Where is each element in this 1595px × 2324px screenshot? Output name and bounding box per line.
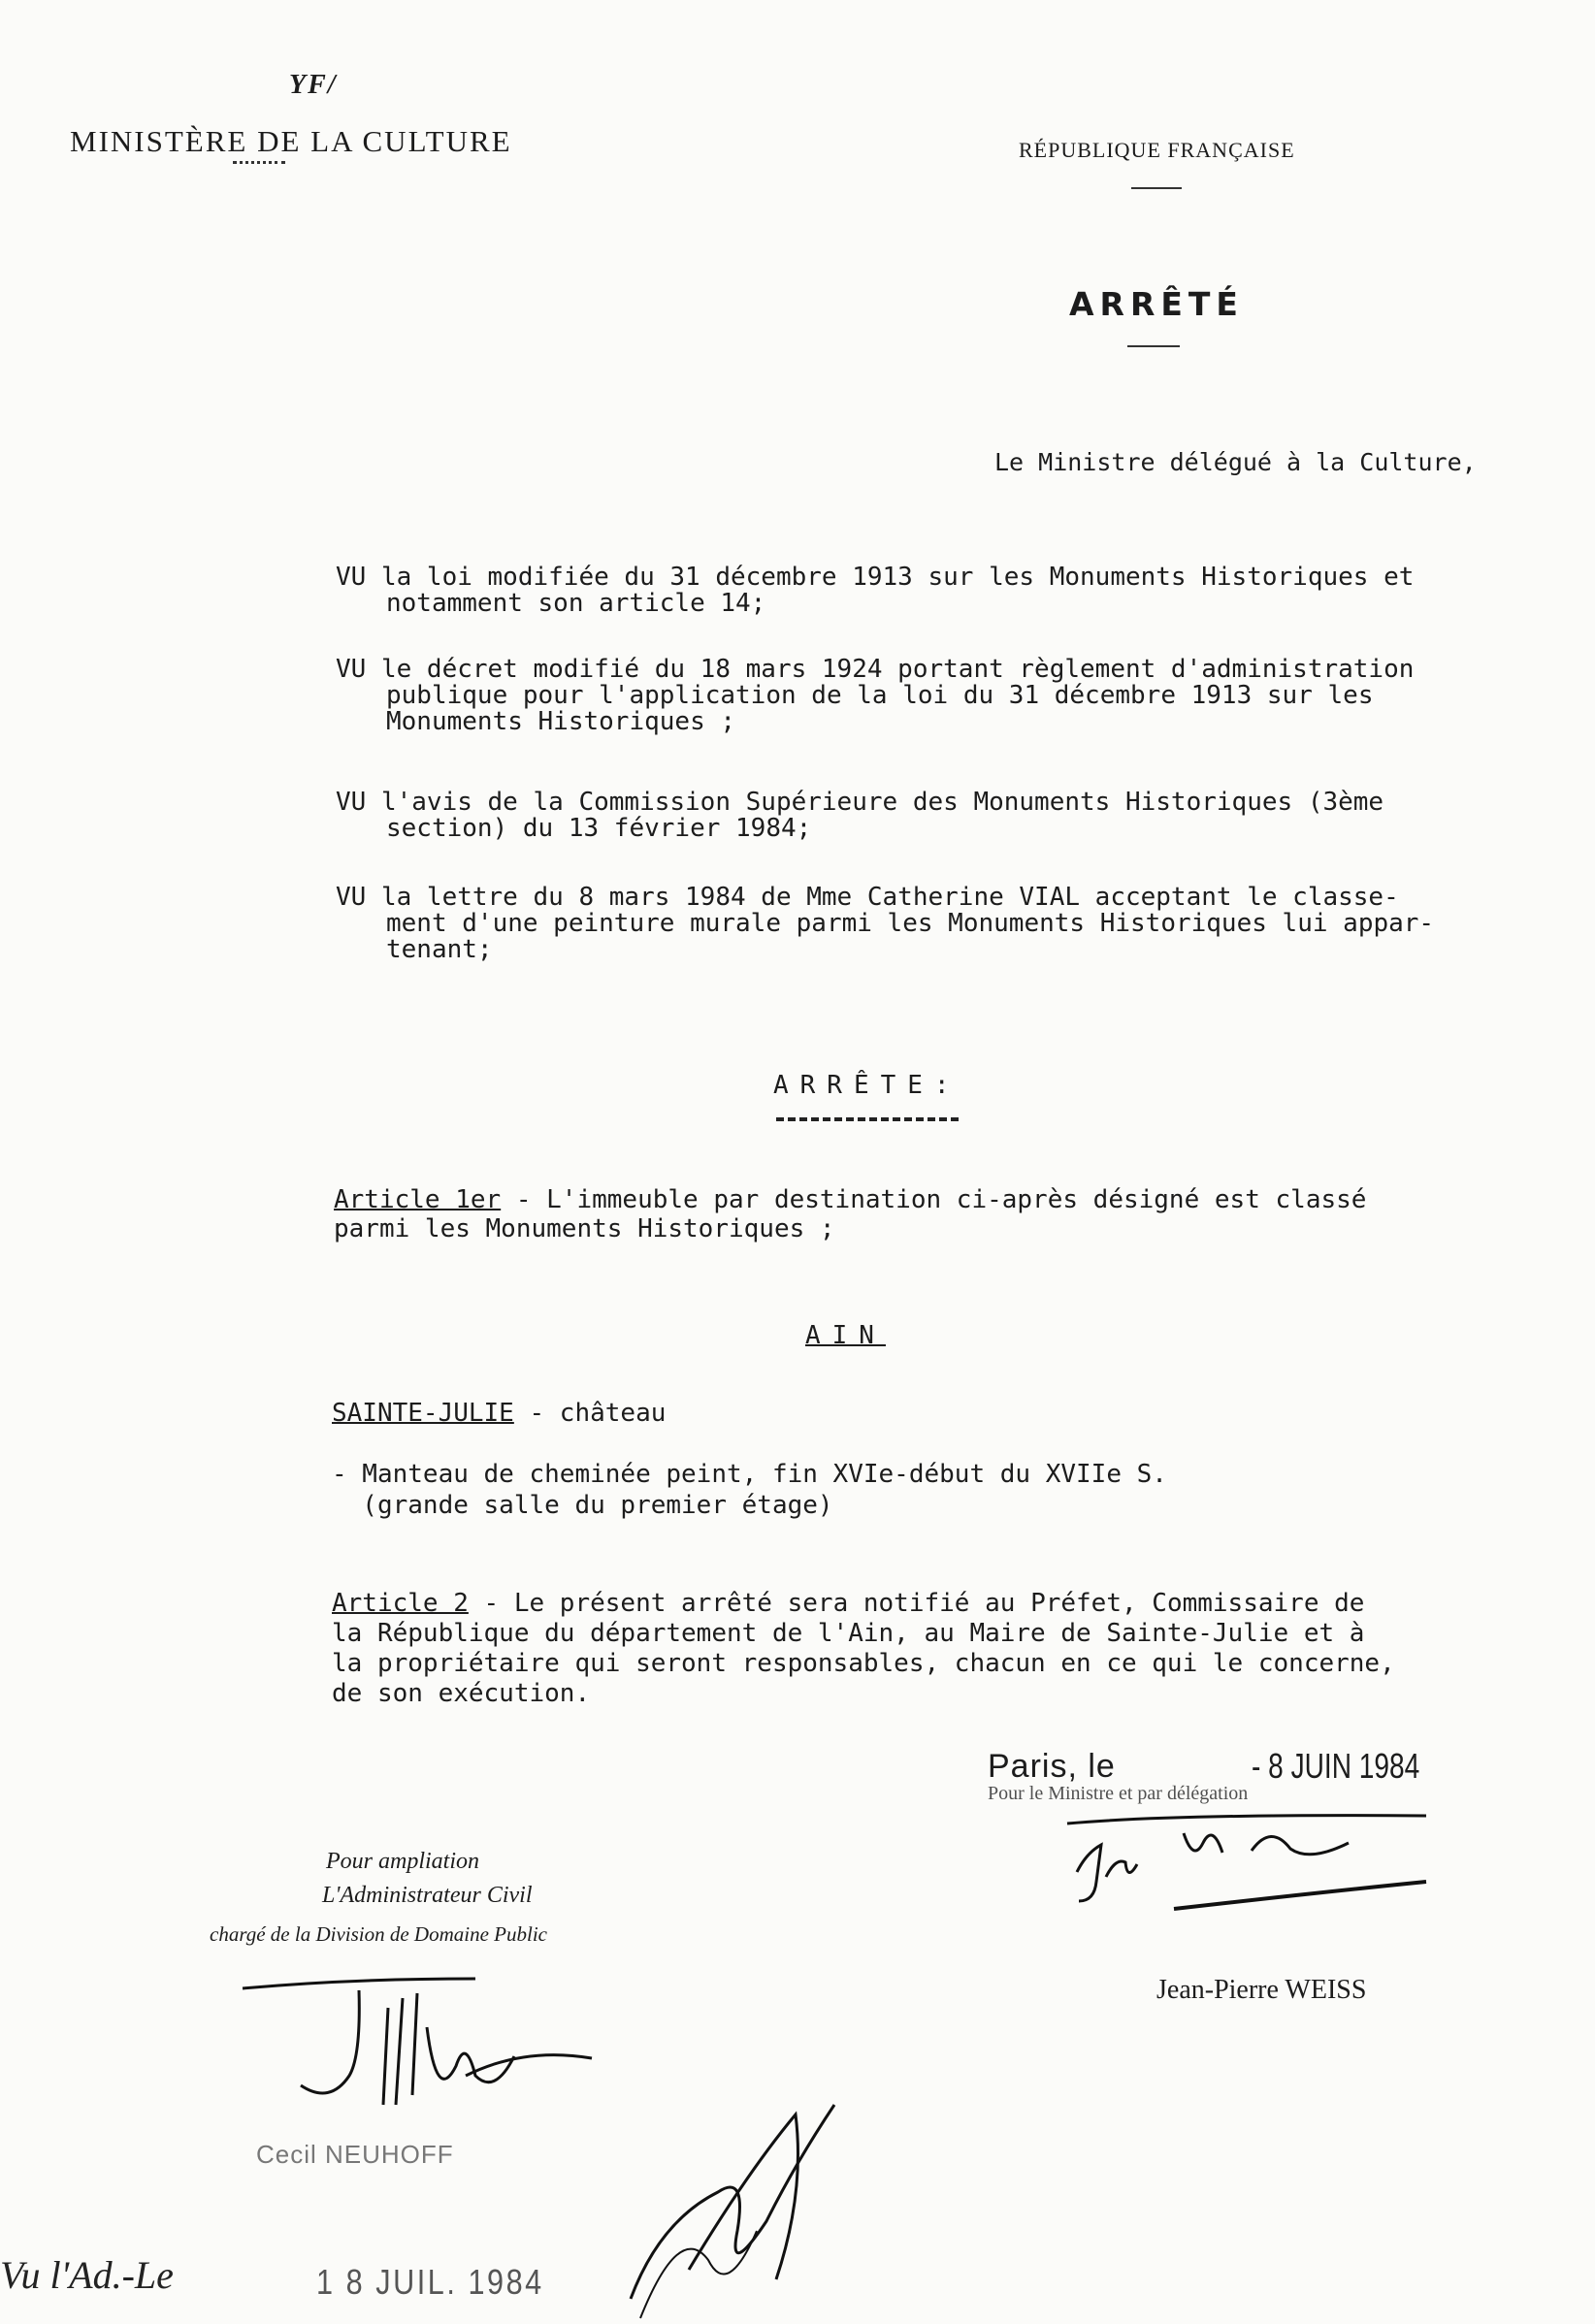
article-2-text: la propriétaire qui seront responsables, chacun en ce qui le concerne, [332, 1649, 1395, 1678]
ministry-divider [233, 161, 285, 164]
handwritten-note: Vu l'Ad.-Le [0, 2253, 174, 2297]
date-stamp: - 8 JUIN 1984 [1252, 1746, 1420, 1786]
visa-signature [602, 2076, 873, 2318]
ampliation-stamp-line: chargé de la Division de Domaine Public [210, 1922, 547, 1946]
article-1-text: - L'immeuble par destination ci-après désigné est classé [501, 1185, 1367, 1214]
article-1 [334, 1185, 1566, 1243]
visa-line: section) du 13 février 1984; [386, 814, 812, 843]
decision-heading: ARRÊTE: [773, 1071, 961, 1100]
reference-code: YF/ [289, 70, 338, 100]
administrator-signature [233, 1969, 621, 2134]
place-date-label: Paris, le [988, 1748, 1116, 1785]
article-2-label: Article 2 [332, 1589, 469, 1618]
reception-date-stamp: 1 8 JUIL. 1984 [316, 2262, 544, 2302]
republic-name: RÉPUBLIQUE FRANÇAISE [1019, 138, 1295, 162]
classified-item [332, 1459, 1554, 1521]
item-line: - Manteau de cheminée peint, fin XVIe-début du XVIIe S. [332, 1460, 1167, 1489]
visa-line: notamment son article 14; [386, 589, 766, 618]
article-1-text: parmi les Monuments Historiques ; [334, 1214, 835, 1243]
visa-3 [336, 790, 1558, 842]
minister-line: Le Ministre délégué à la Culture, [994, 448, 1477, 476]
visa-line: tenant; [386, 935, 493, 964]
visa-line: ment d'une peinture murale parmi les Monuments Historiques lui appar- [386, 909, 1435, 938]
ampliation-stamp-line: Pour ampliation [326, 1849, 480, 1874]
article-2-text: de son exécution. [332, 1679, 591, 1708]
visa-line: VU le décret modifié du 18 mars 1924 portant règlement d'administration [336, 655, 1415, 684]
article-1-label: Article 1er [334, 1185, 502, 1214]
visa-2 [336, 657, 1558, 735]
item-line: (grande salle du premier étage) [332, 1491, 833, 1520]
commune-name: SAINTE-JULIE [332, 1399, 514, 1428]
visa-line: publique pour l'application de la loi du 31 décembre 1913 sur les [386, 681, 1374, 710]
visa-4 [336, 885, 1558, 963]
administrator-name-stamp: Cecil NEUHOFF [256, 2140, 454, 2169]
title-divider [1127, 345, 1180, 347]
article-2-text: - Le présent arrêté sera notifié au Préfet, Commissaire de [468, 1589, 1365, 1618]
visa-line: VU l'avis de la Commission Supérieure des Monuments Historiques (3ème [336, 788, 1384, 817]
delegation-mention: Pour le Ministre et par délégation [988, 1783, 1249, 1804]
commune-place: - château [513, 1399, 667, 1428]
republic-divider [1131, 187, 1182, 189]
commune-line [332, 1399, 666, 1428]
ampliation-stamp-line: L'Administrateur Civil [322, 1883, 533, 1908]
visa-line: Monuments Historiques ; [386, 707, 736, 736]
signer-name: Jean-Pierre WEISS [1156, 1975, 1367, 2005]
ministry-name: MINISTÈRE DE LA CULTURE [70, 124, 512, 158]
minister-signature [1058, 1804, 1446, 1940]
article-2-text: la République du département de l'Ain, au Maire de Sainte-Julie et à [332, 1619, 1365, 1648]
visa-1 [336, 565, 1558, 617]
visa-line: VU la loi modifiée du 31 décembre 1913 sur les Monuments Historiques et [336, 563, 1415, 592]
decision-divider [776, 1117, 959, 1121]
article-2 [332, 1589, 1564, 1709]
department-heading: AIN [805, 1321, 886, 1350]
document-title: ARRÊTÉ [1069, 285, 1244, 323]
visa-line: VU la lettre du 8 mars 1984 de Mme Catherine VIAL acceptant le classe- [336, 883, 1399, 912]
